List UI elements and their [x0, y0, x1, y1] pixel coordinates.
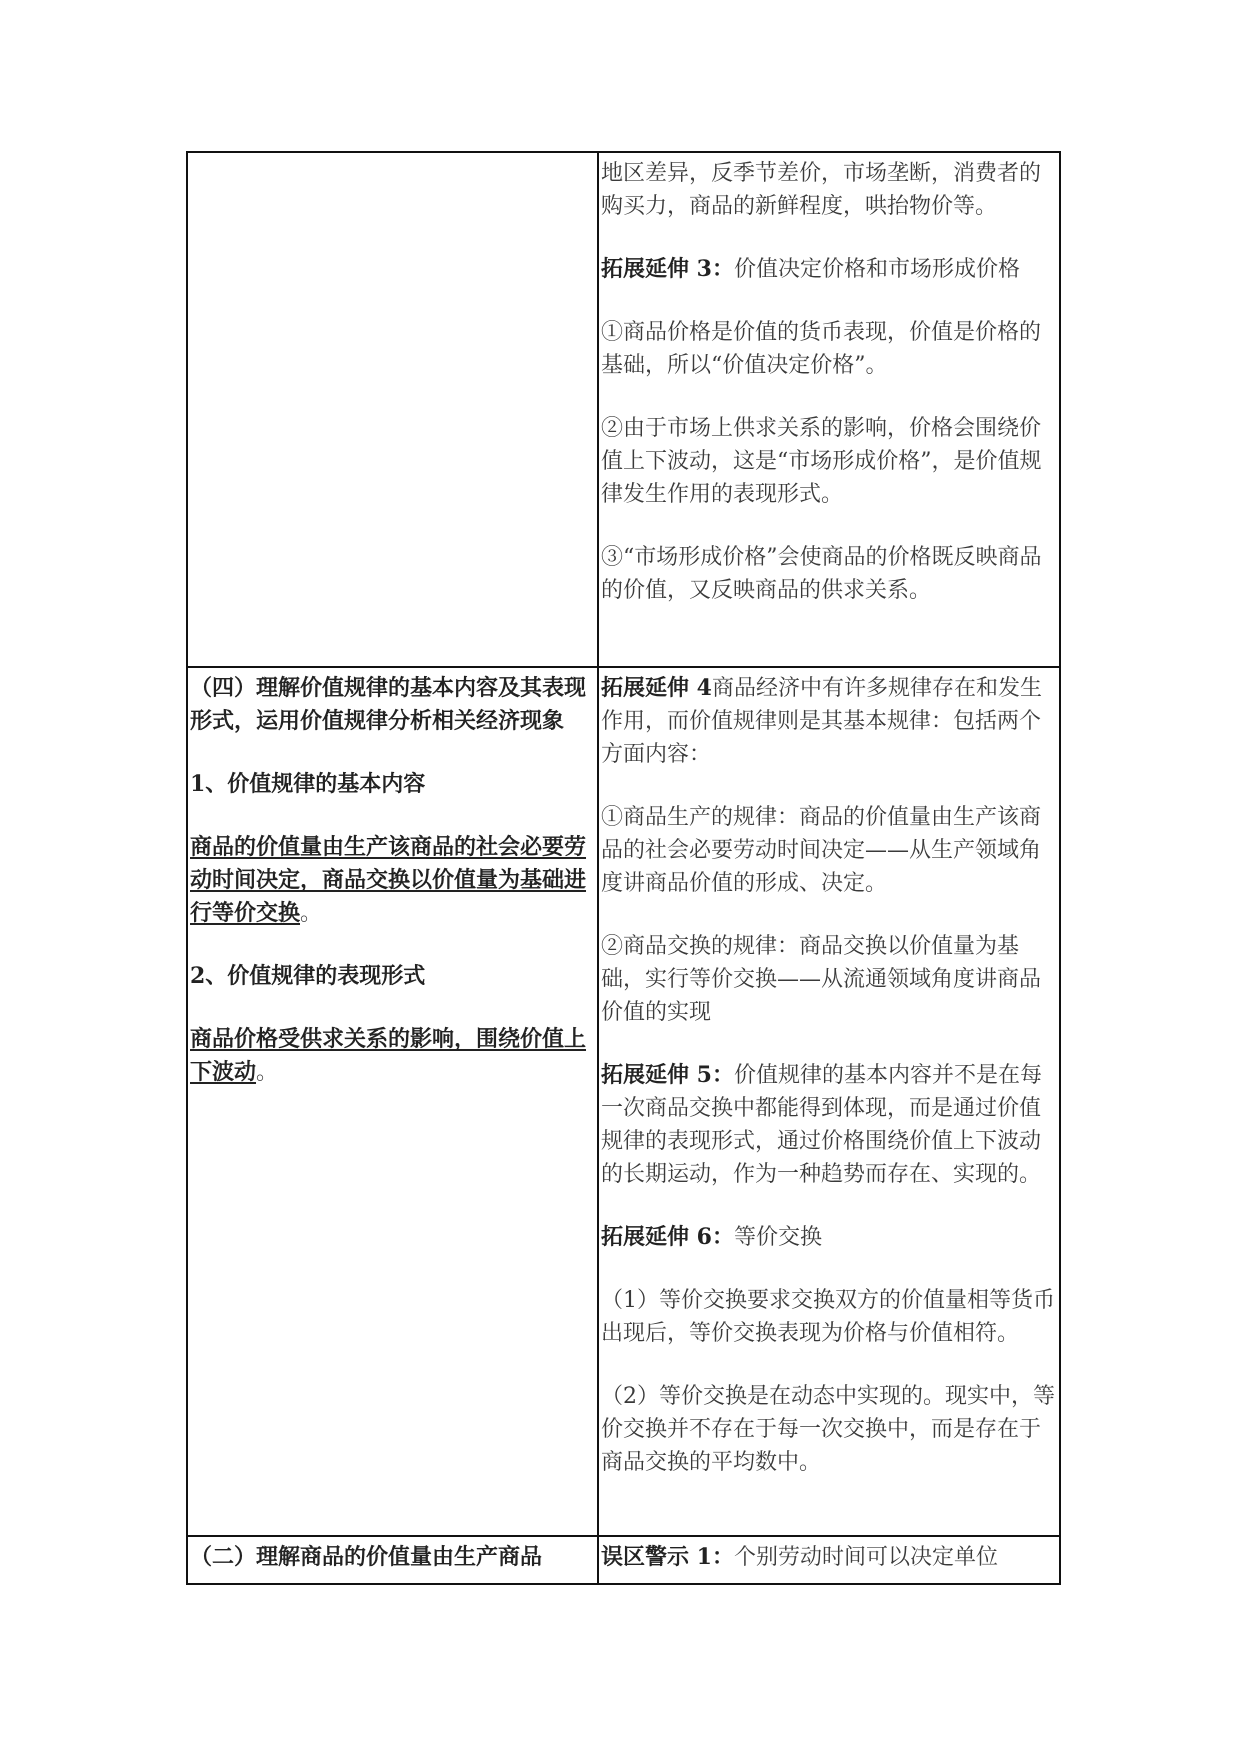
warning-text: 个别劳动时间可以决定单位: [733, 1545, 998, 1570]
content-table: [186, 151, 1061, 1585]
extension-text: 价值决定价格和市场形成价格: [733, 257, 1020, 282]
table-row: [187, 152, 1060, 667]
key-point: 商品的价值量由生产该商品的社会必要劳动时间决定，商品交换以价值量为基础进行等价交换。: [190, 834, 587, 926]
cell-right: [598, 1536, 1060, 1584]
paragraph: ①商品生产的规律：商品的价值量由生产该商品的社会必要劳动时间决定——从生产领域角度讲商品价值的形成、决定。: [601, 805, 1042, 896]
extension-3: [601, 253, 1057, 286]
paragraph: ②商品交换的规律：商品交换以价值量为基础，实行等价交换——从流通领域角度讲商品价值的实现: [601, 934, 1042, 1025]
subheading: 1、价值规律的基本内容: [190, 771, 426, 797]
warning-label: 误区警示 1：: [601, 1544, 734, 1570]
extension-6: [601, 1221, 1057, 1254]
cell-left: [187, 1536, 598, 1584]
paragraph: （2）等价交换是在动态中实现的。现实中，等价交换并不存在于每一次交换中，而是存在于商品交换的平均数中。: [601, 1384, 1055, 1475]
extension-text: 商品经济中有许多规律存在和发生作用，而价值规律则是其基本规律：包括两个方面内容：: [601, 676, 1042, 767]
extension-text: 价值规律的基本内容并不是在每一次商品交换中都能得到体现，而是通过价值规律的表现形式，通过价格围绕价值上下波动的长期运动，作为一种趋势而存在、实现的。: [601, 1063, 1042, 1187]
extension-label: 拓展延伸 5：: [601, 1062, 734, 1088]
extension-text: 等价交换: [733, 1225, 822, 1250]
paragraph: ①商品价格是价值的货币表现，价值是价格的基础，所以“价值决定价格”。: [601, 320, 1042, 378]
section-heading: （四）理解价值规律的基本内容及其表现形式，运用价值规律分析相关经济现象: [190, 675, 587, 734]
extension-label: 拓展延伸 3：: [601, 256, 734, 282]
paragraph: ③“市场形成价格”会使商品的价格既反映商品的价值，又反映商品的供求关系。: [601, 545, 1042, 603]
extension-4: [601, 672, 1057, 771]
subheading: 2、价值规律的表现形式: [190, 963, 426, 989]
warning: [601, 1541, 1057, 1574]
extension-label: 拓展延伸 4: [601, 675, 712, 701]
table-row: [187, 1536, 1060, 1584]
table-row: [187, 667, 1060, 1536]
underlined-text: 商品价格受供求关系的影响，围绕价值上下波动: [190, 1026, 587, 1085]
cell-left-empty: [187, 152, 598, 667]
paragraph: （1）等价交换要求交换双方的价值量相等货币出现后，等价交换表现为价格与价值相符。: [601, 1288, 1055, 1346]
extension-label: 拓展延伸 6：: [601, 1224, 734, 1250]
cell-left: [187, 667, 598, 1536]
key-point: 商品价格受供求关系的影响，围绕价值上下波动。: [190, 1026, 587, 1085]
section-heading: （二）理解商品的价值量由生产商品: [190, 1544, 543, 1570]
paragraph: ②由于市场上供求关系的影响，价格会围绕价值上下波动，这是“市场形成价格”，是价值规律发生作用的表现形式。: [601, 416, 1042, 507]
extension-5: [601, 1059, 1057, 1191]
underlined-text: 商品的价值量由生产该商品的社会必要劳动时间决定，商品交换以价值量为基础进行等价交换: [190, 834, 587, 926]
cell-right: [598, 667, 1060, 1536]
paragraph: 地区差异，反季节差价，市场垄断，消费者的购买力，商品的新鲜程度，哄抬物价等。: [601, 161, 1042, 219]
cell-right: [598, 152, 1060, 667]
